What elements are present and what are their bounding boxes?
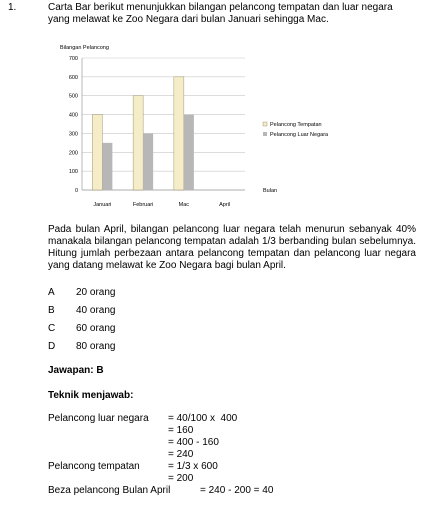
option-text: 20 orang	[76, 287, 116, 298]
bar	[184, 115, 194, 190]
y-tick-label: 0	[74, 188, 78, 194]
y-tick-label: 400	[68, 112, 78, 119]
y-tick-label: 100	[68, 169, 78, 176]
working-line: = 200	[168, 473, 194, 484]
bar	[143, 133, 153, 190]
answer: Jawapan: B	[48, 365, 104, 376]
bar	[174, 77, 184, 190]
question-number: 1.	[8, 2, 17, 13]
working-line: = 40/100 x 400	[168, 413, 238, 424]
foreign-label: Pelancong luar negara	[48, 413, 149, 424]
option-letter: C	[48, 323, 56, 334]
working-line: = 400 - 160	[168, 437, 219, 448]
x-tick-label: April	[219, 202, 231, 208]
option-letter: D	[48, 341, 56, 352]
legend-swatch	[263, 122, 267, 126]
technique-title: Teknik menjawab:	[48, 390, 134, 401]
local-label: Pelancong tempatan	[48, 461, 140, 472]
legend-label: Pelancong Luar Negara	[270, 132, 329, 138]
option-text: 60 orang	[76, 323, 116, 334]
x-axis-title: Bulan	[263, 188, 278, 194]
problem-paragraph: Pada bulan April, bilangan pelancong luar negara telah menurun sebanyak 40% manakala bilangan pelancong tempatan adalah 1/3 berbanding bulan sebelumnya. Hitung jumlah perbezaan antara pelancong tempatan dan pelancong luar negara yang datang melawat ke Zoo Negara bagi bulan April.	[48, 224, 416, 271]
y-tick-label: 600	[68, 74, 78, 81]
question-text: Carta Bar berikut menunjukkan bilangan pelancong tempatan dan luar negara yang melawat ke Zoo Negara dari bulan Januari sehingga Mac.	[48, 2, 393, 25]
y-tick-label: 700	[68, 56, 78, 62]
option-text: 80 orang	[76, 341, 116, 352]
legend-label: Pelancong Tempatan	[270, 122, 322, 128]
y-axis-title: Bilangan Pelancong	[60, 45, 109, 51]
option-text: 40 orang	[76, 305, 116, 316]
working-line: = 240	[168, 449, 194, 460]
option-letter: B	[48, 305, 55, 316]
bar	[92, 115, 102, 190]
difference-line: = 240 - 200 = 40	[200, 485, 274, 496]
x-tick-label: Januari	[93, 202, 112, 208]
difference-label: Beza pelancong Bulan April	[48, 485, 171, 496]
option-letter: A	[48, 287, 55, 298]
working-line: = 1/3 x 600	[168, 461, 218, 472]
working-line: = 160	[168, 425, 194, 436]
y-tick-label: 500	[68, 93, 78, 100]
legend-swatch	[263, 132, 267, 136]
bar	[133, 96, 143, 190]
bar-chart	[60, 40, 360, 215]
y-tick-label: 200	[68, 150, 78, 157]
x-tick-label: Februari	[132, 202, 154, 208]
y-tick-label: 300	[68, 131, 78, 138]
bar	[102, 143, 112, 190]
x-tick-label: Mac	[178, 202, 190, 208]
